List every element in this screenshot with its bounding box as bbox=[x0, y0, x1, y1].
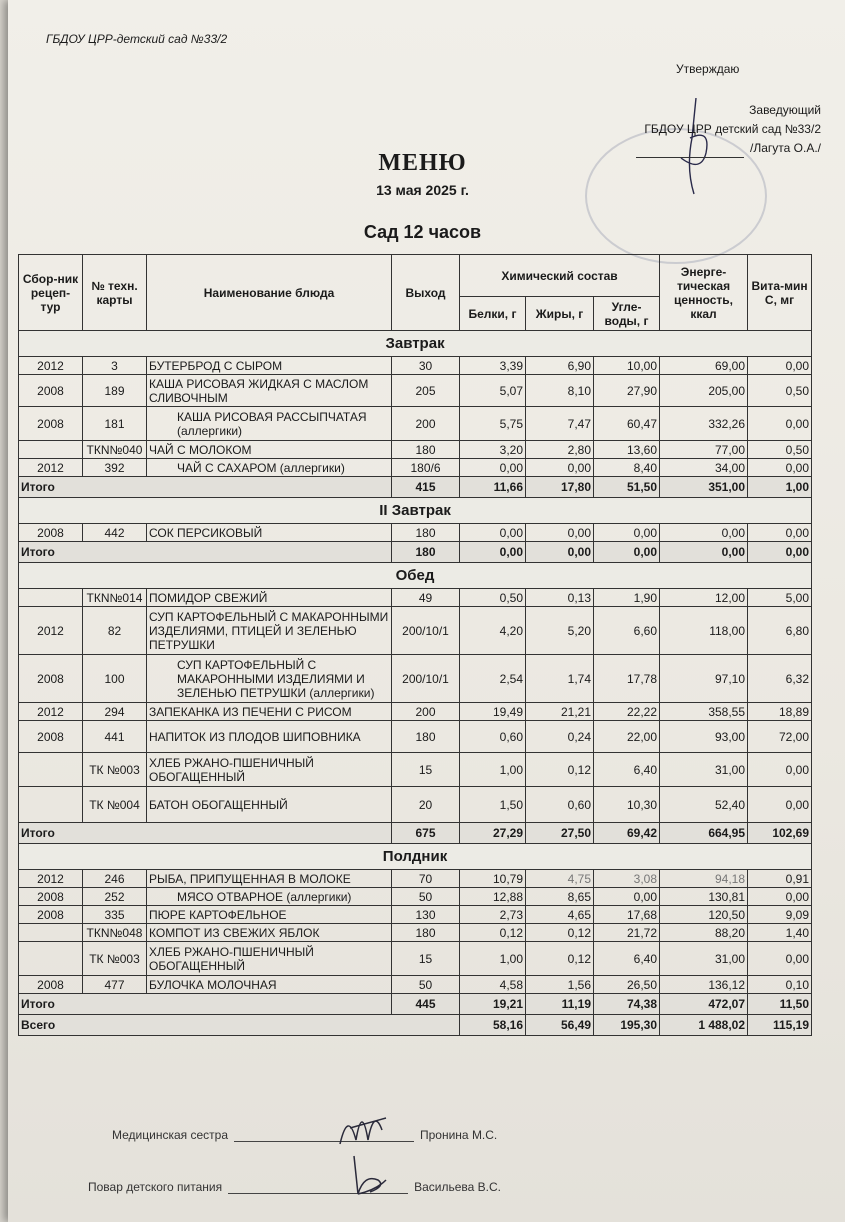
total-energy: 0,00 bbox=[660, 542, 748, 563]
menu-table bbox=[18, 254, 812, 1036]
cell-collection bbox=[19, 787, 83, 823]
cell-yield: 30 bbox=[392, 357, 460, 375]
cell-collection: 2008 bbox=[19, 655, 83, 703]
total-vitamin: 11,50 bbox=[748, 994, 812, 1015]
cell-energy: 94,18 bbox=[660, 870, 748, 888]
cell-energy: 97,10 bbox=[660, 655, 748, 703]
table-row bbox=[19, 906, 812, 924]
cell-vitamin: 0,50 bbox=[748, 375, 812, 407]
grand-total-protein: 58,16 bbox=[460, 1015, 526, 1036]
approval-organization: ГБДОУ ЦРР детский сад №33/2 bbox=[644, 122, 821, 136]
cell-yield: 49 bbox=[392, 589, 460, 607]
cell-dish: ЧАЙ С САХАРОМ (аллергики) bbox=[147, 459, 392, 477]
cell-protein: 0,00 bbox=[460, 459, 526, 477]
col-vitamin: Вита-мин С, мг bbox=[748, 255, 812, 331]
total-row bbox=[19, 823, 812, 844]
cell-dish: КАША РИСОВАЯ ЖИДКАЯ С МАСЛОМ СЛИВОЧНЫМ bbox=[147, 375, 392, 407]
cell-carbs: 60,47 bbox=[594, 407, 660, 441]
cell-protein: 3,39 bbox=[460, 357, 526, 375]
cell-yield: 180 bbox=[392, 441, 460, 459]
approval-position: Заведующий bbox=[749, 103, 821, 117]
cell-vitamin: 1,40 bbox=[748, 924, 812, 942]
table-row bbox=[19, 607, 812, 655]
total-row bbox=[19, 542, 812, 563]
nurse-name: Пронина М.С. bbox=[420, 1128, 498, 1142]
total-fat: 0,00 bbox=[526, 542, 594, 563]
cell-energy: 0,00 bbox=[660, 524, 748, 542]
menu-date: 13 мая 2025 г. bbox=[376, 182, 469, 198]
table-row bbox=[19, 407, 812, 441]
total-yield: 445 bbox=[392, 994, 460, 1015]
total-carbs: 0,00 bbox=[594, 542, 660, 563]
cell-yield: 180 bbox=[392, 524, 460, 542]
cell-collection bbox=[19, 753, 83, 787]
cell-carbs: 6,60 bbox=[594, 607, 660, 655]
cell-yield: 200 bbox=[392, 407, 460, 441]
menu-subtitle: Сад 12 часов bbox=[363, 222, 482, 242]
cell-energy: 69,00 bbox=[660, 357, 748, 375]
cell-fat: 1,56 bbox=[526, 976, 594, 994]
cell-yield: 200/10/1 bbox=[392, 655, 460, 703]
cell-energy: 120,50 bbox=[660, 906, 748, 924]
cell-protein: 10,79 bbox=[460, 870, 526, 888]
cell-carbs: 6,40 bbox=[594, 942, 660, 976]
cell-protein: 0,60 bbox=[460, 721, 526, 753]
cell-collection: 2008 bbox=[19, 888, 83, 906]
total-energy: 351,00 bbox=[660, 477, 748, 498]
cell-collection: 2012 bbox=[19, 870, 83, 888]
cell-carbs: 26,50 bbox=[594, 976, 660, 994]
cell-fat: 5,20 bbox=[526, 607, 594, 655]
cell-protein: 0,50 bbox=[460, 589, 526, 607]
cell-fat: 0,12 bbox=[526, 924, 594, 942]
cell-energy: 12,00 bbox=[660, 589, 748, 607]
cell-card: ТКN№014 bbox=[83, 589, 147, 607]
cell-carbs: 10,30 bbox=[594, 787, 660, 823]
cell-carbs: 0,00 bbox=[594, 888, 660, 906]
cell-fat: 4,65 bbox=[526, 906, 594, 924]
cell-fat: 0,60 bbox=[526, 787, 594, 823]
nurse-signature bbox=[334, 1100, 394, 1150]
cell-energy: 31,00 bbox=[660, 942, 748, 976]
cell-carbs: 13,60 bbox=[594, 441, 660, 459]
total-protein: 27,29 bbox=[460, 823, 526, 844]
cell-yield: 50 bbox=[392, 976, 460, 994]
cell-protein: 4,58 bbox=[460, 976, 526, 994]
total-carbs: 51,50 bbox=[594, 477, 660, 498]
table-row bbox=[19, 753, 812, 787]
col-dish: Наименование блюда bbox=[147, 255, 392, 331]
cell-carbs: 22,00 bbox=[594, 721, 660, 753]
cell-card: 82 bbox=[83, 607, 147, 655]
cell-carbs: 8,40 bbox=[594, 459, 660, 477]
cell-carbs: 17,68 bbox=[594, 906, 660, 924]
cell-protein: 1,00 bbox=[460, 942, 526, 976]
cell-carbs: 10,00 bbox=[594, 357, 660, 375]
total-protein: 11,66 bbox=[460, 477, 526, 498]
cell-energy: 118,00 bbox=[660, 607, 748, 655]
grand-total-fat: 56,49 bbox=[526, 1015, 594, 1036]
cell-vitamin: 0,00 bbox=[748, 753, 812, 787]
cell-collection: 2008 bbox=[19, 976, 83, 994]
cell-card: ТКN№048 bbox=[83, 924, 147, 942]
cell-vitamin: 18,89 bbox=[748, 703, 812, 721]
cell-vitamin: 72,00 bbox=[748, 721, 812, 753]
cell-yield: 15 bbox=[392, 942, 460, 976]
cell-card: 477 bbox=[83, 976, 147, 994]
cell-protein: 2,73 bbox=[460, 906, 526, 924]
table-row bbox=[19, 721, 812, 753]
total-carbs: 74,38 bbox=[594, 994, 660, 1015]
cell-carbs: 1,90 bbox=[594, 589, 660, 607]
cook-signature bbox=[346, 1150, 396, 1200]
table-row bbox=[19, 976, 812, 994]
grand-total-energy: 1 488,02 bbox=[660, 1015, 748, 1036]
section-title: Обед bbox=[19, 563, 812, 589]
cell-energy: 34,00 bbox=[660, 459, 748, 477]
cell-card: 441 bbox=[83, 721, 147, 753]
cook-role: Повар детского питания bbox=[88, 1180, 223, 1194]
cell-vitamin: 0,00 bbox=[748, 888, 812, 906]
total-label: Итого bbox=[19, 994, 392, 1015]
cell-dish: НАПИТОК ИЗ ПЛОДОВ ШИПОВНИКА bbox=[147, 721, 392, 753]
total-energy: 664,95 bbox=[660, 823, 748, 844]
col-carbs: Угле-воды, г bbox=[594, 297, 660, 331]
cell-fat: 8,65 bbox=[526, 888, 594, 906]
cell-carbs: 27,90 bbox=[594, 375, 660, 407]
col-yield: Выход bbox=[392, 255, 460, 331]
cell-fat: 2,80 bbox=[526, 441, 594, 459]
cell-vitamin: 0,00 bbox=[748, 524, 812, 542]
total-vitamin: 0,00 bbox=[748, 542, 812, 563]
total-yield: 415 bbox=[392, 477, 460, 498]
cell-vitamin: 0,00 bbox=[748, 357, 812, 375]
col-collection: Сбор-ник рецеп-тур bbox=[19, 255, 83, 331]
cell-protein: 12,88 bbox=[460, 888, 526, 906]
cell-vitamin: 6,80 bbox=[748, 607, 812, 655]
cell-yield: 70 bbox=[392, 870, 460, 888]
section-title: Полдник bbox=[19, 844, 812, 870]
cell-card: ТК №003 bbox=[83, 942, 147, 976]
section-title: II Завтрак bbox=[19, 498, 812, 524]
total-yield: 180 bbox=[392, 542, 460, 563]
cell-fat: 8,10 bbox=[526, 375, 594, 407]
cell-fat: 21,21 bbox=[526, 703, 594, 721]
table-row bbox=[19, 924, 812, 942]
cell-dish: ХЛЕБ РЖАНО-ПШЕНИЧНЫЙ ОБОГАЩЕННЫЙ bbox=[147, 753, 392, 787]
cell-dish: ЧАЙ С МОЛОКОМ bbox=[147, 441, 392, 459]
table-row bbox=[19, 375, 812, 407]
cell-yield: 15 bbox=[392, 753, 460, 787]
cell-collection bbox=[19, 589, 83, 607]
cell-card: 335 bbox=[83, 906, 147, 924]
total-label: Итого bbox=[19, 823, 392, 844]
cell-vitamin: 0,10 bbox=[748, 976, 812, 994]
cell-collection bbox=[19, 924, 83, 942]
cell-energy: 332,26 bbox=[660, 407, 748, 441]
cell-energy: 205,00 bbox=[660, 375, 748, 407]
cell-collection: 2012 bbox=[19, 703, 83, 721]
cell-carbs: 3,08 bbox=[594, 870, 660, 888]
cell-card: ТК №003 bbox=[83, 753, 147, 787]
table-row bbox=[19, 589, 812, 607]
col-chem: Химический состав bbox=[460, 255, 660, 297]
cell-protein: 1,50 bbox=[460, 787, 526, 823]
cell-dish: БУЛОЧКА МОЛОЧНАЯ bbox=[147, 976, 392, 994]
cell-yield: 130 bbox=[392, 906, 460, 924]
cell-collection: 2008 bbox=[19, 524, 83, 542]
total-protein: 19,21 bbox=[460, 994, 526, 1015]
cell-yield: 200 bbox=[392, 703, 460, 721]
approval-name: /Лагута О.А./ bbox=[750, 141, 821, 155]
cell-energy: 52,40 bbox=[660, 787, 748, 823]
col-fat: Жиры, г bbox=[526, 297, 594, 331]
total-yield: 675 bbox=[392, 823, 460, 844]
table-row bbox=[19, 357, 812, 375]
cell-card: 392 bbox=[83, 459, 147, 477]
cell-carbs: 6,40 bbox=[594, 753, 660, 787]
cell-collection: 2008 bbox=[19, 407, 83, 441]
total-fat: 17,80 bbox=[526, 477, 594, 498]
cell-dish: ПОМИДОР СВЕЖИЙ bbox=[147, 589, 392, 607]
cell-vitamin: 0,00 bbox=[748, 459, 812, 477]
cell-carbs: 22,22 bbox=[594, 703, 660, 721]
cell-protein: 5,75 bbox=[460, 407, 526, 441]
cell-vitamin: 0,00 bbox=[748, 407, 812, 441]
cell-fat: 0,00 bbox=[526, 524, 594, 542]
cell-yield: 200/10/1 bbox=[392, 607, 460, 655]
cell-yield: 180 bbox=[392, 721, 460, 753]
cell-dish: ПЮРЕ КАРТОФЕЛЬНОЕ bbox=[147, 906, 392, 924]
table-row bbox=[19, 787, 812, 823]
grand-total-label: Всего bbox=[19, 1015, 460, 1036]
total-row bbox=[19, 477, 812, 498]
cell-dish: КОМПОТ ИЗ СВЕЖИХ ЯБЛОК bbox=[147, 924, 392, 942]
cell-energy: 31,00 bbox=[660, 753, 748, 787]
org-header: ГБДОУ ЦРР-детский сад №33/2 bbox=[46, 32, 228, 46]
table-row bbox=[19, 524, 812, 542]
table-row bbox=[19, 655, 812, 703]
cell-collection: 2008 bbox=[19, 375, 83, 407]
page-title: МЕНЮ bbox=[378, 150, 467, 176]
cell-fat: 4,75 bbox=[526, 870, 594, 888]
cell-protein: 0,12 bbox=[460, 924, 526, 942]
cell-collection: 2008 bbox=[19, 906, 83, 924]
cell-card: 181 bbox=[83, 407, 147, 441]
cell-card: ТК №004 bbox=[83, 787, 147, 823]
table-row bbox=[19, 459, 812, 477]
cell-dish: СУП КАРТОФЕЛЬНЫЙ С МАКАРОННЫМИ ИЗДЕЛИЯМИ И ЗЕЛЕНЬЮ ПЕТРУШКИ (аллергики) bbox=[147, 655, 392, 703]
grand-total-row bbox=[19, 1015, 812, 1036]
cell-fat: 7,47 bbox=[526, 407, 594, 441]
total-protein: 0,00 bbox=[460, 542, 526, 563]
cell-card: 3 bbox=[83, 357, 147, 375]
grand-total-carbs: 195,30 bbox=[594, 1015, 660, 1036]
cell-protein: 1,00 bbox=[460, 753, 526, 787]
cell-vitamin: 5,00 bbox=[748, 589, 812, 607]
cell-dish: КАША РИСОВАЯ РАССЫПЧАТАЯ (аллергики) bbox=[147, 407, 392, 441]
cook-signature-row bbox=[88, 1180, 501, 1194]
cell-protein: 4,20 bbox=[460, 607, 526, 655]
cell-fat: 1,74 bbox=[526, 655, 594, 703]
cell-energy: 88,20 bbox=[660, 924, 748, 942]
cell-protein: 19,49 bbox=[460, 703, 526, 721]
cell-yield: 205 bbox=[392, 375, 460, 407]
cell-collection: 2012 bbox=[19, 459, 83, 477]
cell-fat: 0,24 bbox=[526, 721, 594, 753]
total-fat: 27,50 bbox=[526, 823, 594, 844]
cell-yield: 180 bbox=[392, 924, 460, 942]
cell-dish: СУП КАРТОФЕЛЬНЫЙ С МАКАРОННЫМИ ИЗДЕЛИЯМИ, ПТИЦЕЙ И ЗЕЛЕНЬЮ ПЕТРУШКИ bbox=[147, 607, 392, 655]
menu-body bbox=[19, 331, 812, 1036]
cell-fat: 0,12 bbox=[526, 942, 594, 976]
col-card: № техн. карты bbox=[83, 255, 147, 331]
nurse-role: Медицинская сестра bbox=[112, 1128, 228, 1142]
cell-energy: 130,81 bbox=[660, 888, 748, 906]
cell-protein: 5,07 bbox=[460, 375, 526, 407]
cell-vitamin: 6,32 bbox=[748, 655, 812, 703]
cell-collection: 2012 bbox=[19, 357, 83, 375]
total-vitamin: 1,00 bbox=[748, 477, 812, 498]
cell-card: ТКN№040 bbox=[83, 441, 147, 459]
cell-protein: 0,00 bbox=[460, 524, 526, 542]
total-vitamin: 102,69 bbox=[748, 823, 812, 844]
cell-fat: 0,13 bbox=[526, 589, 594, 607]
cell-fat: 0,00 bbox=[526, 459, 594, 477]
total-fat: 11,19 bbox=[526, 994, 594, 1015]
cell-energy: 77,00 bbox=[660, 441, 748, 459]
cell-card: 252 bbox=[83, 888, 147, 906]
cell-vitamin: 0,00 bbox=[748, 942, 812, 976]
cell-vitamin: 0,91 bbox=[748, 870, 812, 888]
cell-vitamin: 0,00 bbox=[748, 787, 812, 823]
cell-energy: 358,55 bbox=[660, 703, 748, 721]
grand-total-vitamin: 115,19 bbox=[748, 1015, 812, 1036]
col-protein: Белки, г bbox=[460, 297, 526, 331]
cell-card: 100 bbox=[83, 655, 147, 703]
cell-dish: ЗАПЕКАНКА ИЗ ПЕЧЕНИ С РИСОМ bbox=[147, 703, 392, 721]
cell-fat: 6,90 bbox=[526, 357, 594, 375]
cell-card: 442 bbox=[83, 524, 147, 542]
table-row bbox=[19, 888, 812, 906]
cook-name: Васильева В.С. bbox=[414, 1180, 502, 1194]
cell-energy: 136,12 bbox=[660, 976, 748, 994]
total-carbs: 69,42 bbox=[594, 823, 660, 844]
cell-energy: 93,00 bbox=[660, 721, 748, 753]
cell-card: 189 bbox=[83, 375, 147, 407]
cell-collection: 2012 bbox=[19, 607, 83, 655]
total-row bbox=[19, 994, 812, 1015]
cell-card: 246 bbox=[83, 870, 147, 888]
cell-protein: 2,54 bbox=[460, 655, 526, 703]
col-energy: Энерге-тическая ценность, ккал bbox=[660, 255, 748, 331]
cell-dish: БУТЕРБРОД С СЫРОМ bbox=[147, 357, 392, 375]
approval-label: Утверждаю bbox=[676, 62, 740, 76]
cell-dish: МЯСО ОТВАРНОЕ (аллергики) bbox=[147, 888, 392, 906]
nurse-signature-row bbox=[112, 1128, 497, 1142]
cell-protein: 3,20 bbox=[460, 441, 526, 459]
cell-card: 294 bbox=[83, 703, 147, 721]
cell-collection bbox=[19, 942, 83, 976]
cell-fat: 0,12 bbox=[526, 753, 594, 787]
table-row bbox=[19, 441, 812, 459]
cell-vitamin: 0,50 bbox=[748, 441, 812, 459]
total-label: Итого bbox=[19, 542, 392, 563]
total-label: Итого bbox=[19, 477, 392, 498]
cell-collection bbox=[19, 441, 83, 459]
cell-yield: 20 bbox=[392, 787, 460, 823]
table-row bbox=[19, 942, 812, 976]
cell-collection: 2008 bbox=[19, 721, 83, 753]
cell-carbs: 17,78 bbox=[594, 655, 660, 703]
cell-vitamin: 9,09 bbox=[748, 906, 812, 924]
cell-carbs: 21,72 bbox=[594, 924, 660, 942]
cell-dish: ХЛЕБ РЖАНО-ПШЕНИЧНЫЙ ОБОГАЩЕННЫЙ bbox=[147, 942, 392, 976]
cell-yield: 180/6 bbox=[392, 459, 460, 477]
cell-yield: 50 bbox=[392, 888, 460, 906]
cell-dish: БАТОН ОБОГАЩЕННЫЙ bbox=[147, 787, 392, 823]
cell-carbs: 0,00 bbox=[594, 524, 660, 542]
table-row bbox=[19, 703, 812, 721]
cell-dish: СОК ПЕРСИКОВЫЙ bbox=[147, 524, 392, 542]
total-energy: 472,07 bbox=[660, 994, 748, 1015]
table-row bbox=[19, 870, 812, 888]
section-title: Завтрак bbox=[19, 331, 812, 357]
cell-dish: РЫБА, ПРИПУЩЕННАЯ В МОЛОКЕ bbox=[147, 870, 392, 888]
